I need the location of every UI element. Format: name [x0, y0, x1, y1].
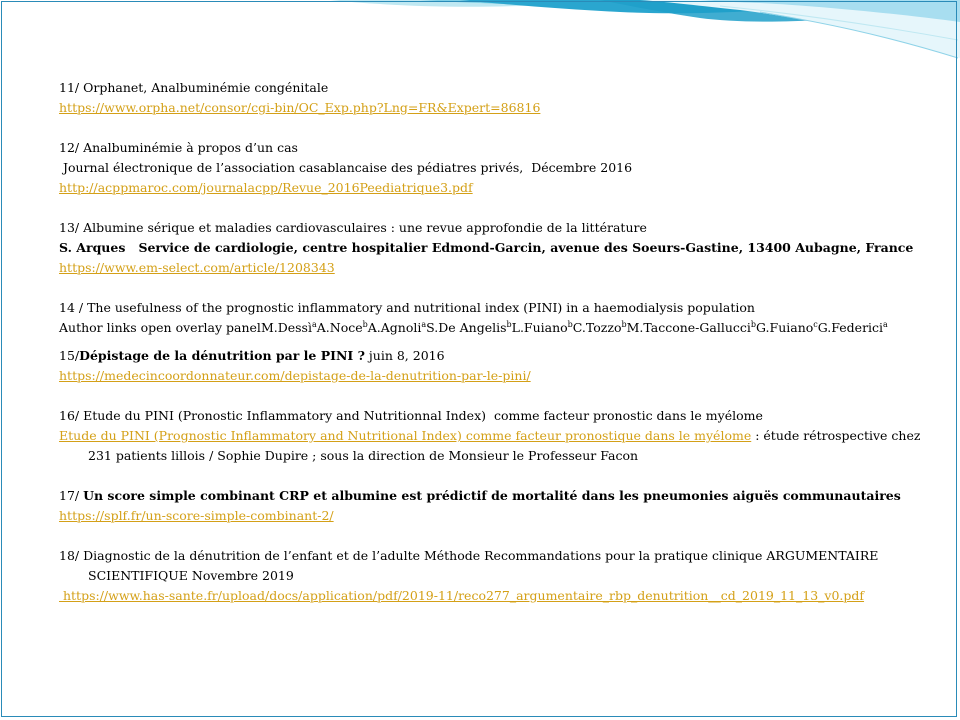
- ref-14-author-list: [261, 320, 888, 335]
- ref-17-link[interactable]: https://splf.fr/un-score-simple-combinant-2/: [59, 508, 334, 523]
- ref-14-author: S.De Angelis: [426, 320, 507, 335]
- ref-15-date: juin 8, 2016: [364, 348, 445, 363]
- ref-14-author-affiliation: b: [621, 319, 627, 329]
- ref-16-title: 16/ Etude du PINI (Pronostic Inflammatory and Nutritionnal Index) comme facteur pronostic dans le myélome: [59, 408, 763, 423]
- ref-14-authors-prefix: Author links open overlay panel: [59, 320, 261, 335]
- ref-14-authors: [59, 318, 939, 338]
- ref-13-title: 13/ Albumine sérique et maladies cardiovasculaires : une revue approfondie de la littérature: [59, 220, 647, 235]
- ref-15-heading: [59, 346, 939, 366]
- ref-17-number: 17/: [59, 488, 84, 503]
- ref-16-rest: : étude rétrospective chez 231 patients lillois / Sophie Dupire ; sous la direction de Monsieur le Professeur Facon: [88, 428, 921, 463]
- ref-13-link[interactable]: https://www.em-select.com/article/1208343: [59, 260, 335, 275]
- ref-14-author: A.Noce: [316, 320, 363, 335]
- ref-14-author-affiliation: c: [813, 319, 818, 329]
- references-list: [59, 78, 939, 606]
- ref-14-author-affiliation: b: [567, 319, 573, 329]
- ref-14-author: G.Federici: [817, 320, 884, 335]
- ref-12-title: 12/ Analbuminémie à propos d’un cas: [59, 140, 298, 155]
- ref-14-author-affiliation: a: [421, 319, 427, 329]
- ref-15-number: 15/: [59, 348, 80, 363]
- ref-15-link[interactable]: https://medecincoordonnateur.com/depistage-de-la-denutrition-par-le-pini/: [59, 368, 531, 383]
- ref-14-author: G.Fuiano: [756, 320, 814, 335]
- ref-17-title: Un score simple combinant CRP et albumine est prédictif de mortalité dans les pneumonies aiguës communautaires: [83, 488, 901, 503]
- header-wave-decoration: [0, 0, 960, 80]
- ref-14-title: 14 / The usefulness of the prognostic inflammatory and nutritional index (PINI) in a haemodialysis population: [59, 300, 755, 315]
- ref-14-author: M.Taccone-Gallucci: [626, 320, 751, 335]
- ref-16-detail: [59, 426, 939, 466]
- ref-14-author-affiliation: b: [362, 319, 368, 329]
- ref-11-title: 11/ Orphanet, Analbuminémie congénitale: [59, 80, 329, 95]
- ref-14-author-affiliation: a: [883, 319, 888, 329]
- ref-14-author: C.Tozzo: [572, 320, 622, 335]
- ref-14-author-affiliation: b: [750, 319, 757, 329]
- ref-14-author: A.Agnoli: [367, 320, 422, 335]
- ref-14-author: M.Dessì: [260, 320, 312, 335]
- ref-14-author-affiliation: a: [311, 319, 317, 329]
- ref-14-author: L.Fuiano: [511, 320, 568, 335]
- ref-11-link[interactable]: https://www.orpha.net/consor/cgi-bin/OC_Exp.php?Lng=FR&Expert=86816: [59, 100, 541, 115]
- ref-18-link[interactable]: https://www.has-sante.fr/upload/docs/application/pdf/2019-11/reco277_argumentaire_rbp_denutrition__cd_2019_11_13_v0.pdf: [59, 588, 865, 603]
- ref-15-title: Dépistage de la dénutrition par le PINI ?: [79, 348, 365, 363]
- ref-17-heading: [59, 486, 939, 506]
- ref-18-title: 18/ Diagnostic de la dénutrition de l’enfant et de l’adulte Méthode Recommandations pour la pratique clinique ARGUMENTAIRE SCIENTIFIQUE Novembre 2019: [59, 548, 879, 583]
- ref-16-link[interactable]: Etude du PINI (Prognostic Inflammatory and Nutritional Index) comme facteur pronostique dans le myélome: [59, 428, 752, 443]
- ref-14-author-affiliation: b: [506, 319, 512, 329]
- ref-13-authors: S. Arques Service de cardiologie, centre hospitalier Edmond-Garcin, avenue des Soeurs-Gastine, 13400 Aubagne, France: [59, 240, 914, 255]
- ref-12-journal: Journal électronique de l’association casablancaise des pédiatres privés, Décembre 2016: [59, 160, 633, 175]
- ref-12-link[interactable]: http://acppmaroc.com/journalacpp/Revue_2016Peediatrique3.pdf: [59, 180, 473, 195]
